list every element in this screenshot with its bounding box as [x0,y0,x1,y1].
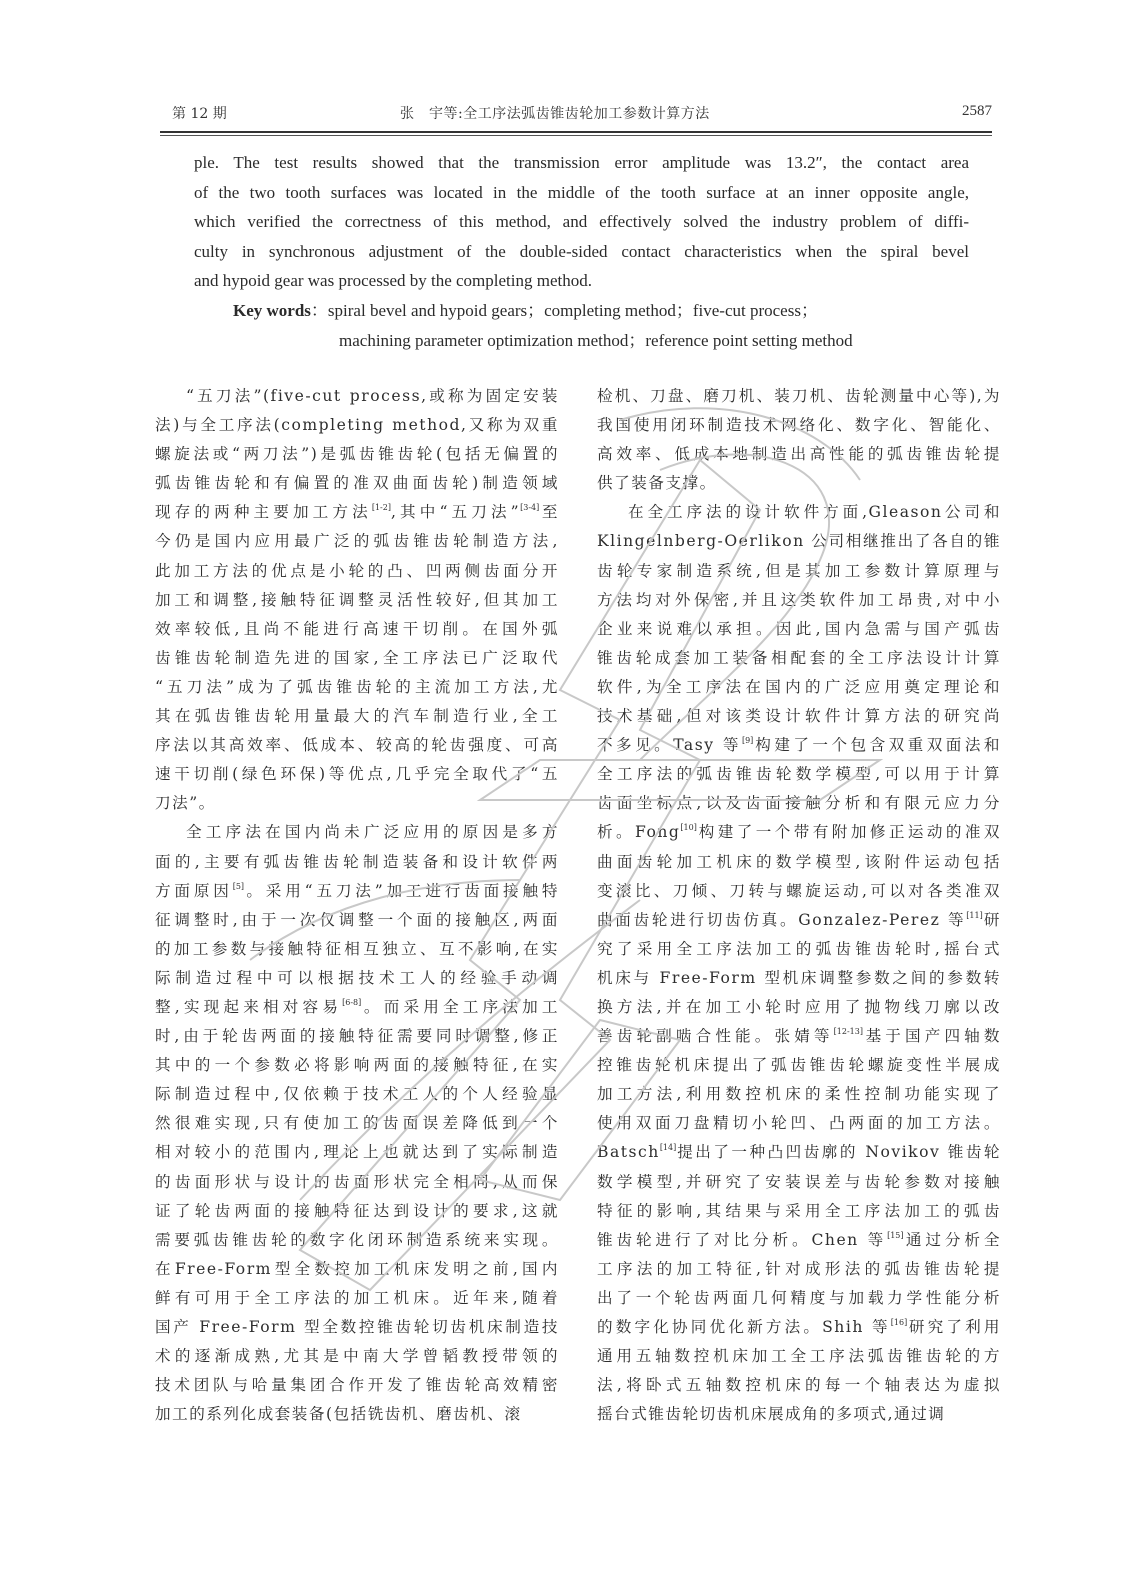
text-segment: ,其中“五刀法” [390,503,521,522]
text-line [155,935,559,964]
text-segment: 面的,主要有弧齿锥齿轮制造装备和设计软件两 [155,852,559,871]
text-line [155,1051,559,1080]
text-segment: 供了装备支撑。 [597,474,717,493]
text-line [155,527,559,556]
citation: [16] [890,1318,908,1327]
text-line [597,469,1001,498]
text-segment: Klingelnberg-Oerlikon 公司相继推出了各自的锥 [597,532,1001,551]
citation: [3-4] [520,503,540,513]
text-line [597,935,1001,964]
text-line [597,993,1001,1022]
text-segment: 基于国产四轴数 [862,1027,1001,1046]
text-segment: 此加工方法的优点是小轮的凸、凹两侧齿面分开 [155,561,559,580]
text-segment: 我国使用闭环制造技术网络化、数字化、智能化、 [597,416,1001,435]
text-line [155,1313,559,1342]
text-line [155,818,559,847]
text-segment: 构建了一个包含双重双面法和 [753,736,1001,755]
text-line [597,498,1001,527]
text-segment: 今仍是国内应用最广泛的弧齿锥齿轮制造方法, [155,532,559,551]
text-segment: 的数字化协同优化新方法。Shih 等 [597,1318,891,1336]
keywords-line1: spiral bevel and hypoid gears；completing method；five-cut process； [327,301,818,320]
text-segment: 序法以其高效率、低成本、较高的轮齿强度、可高 [155,736,559,755]
text-line [597,615,1001,644]
citation: [9] [741,736,754,746]
text-line [155,586,559,615]
text-line [155,993,559,1022]
text-segment: 软件,为全工序法在国内的广泛应用奠定理论和 [597,677,1001,696]
text-segment: 际制造过程中,仅依赖于技术工人的个人经验显 [155,1085,559,1104]
citation: [15] [887,1230,904,1240]
text-line [597,818,1001,847]
abstract-line: ple. The test results showed that the transmission error amplitude was 13.2″, the contact area [194,153,969,172]
running-title: 张 宇等:全工序法弧齿锥齿轮加工参数计算方法 [400,106,710,122]
text-segment: 工序法的加工特征,针对成形法的弧齿锥齿轮提 [597,1259,1001,1278]
text-line [597,1313,1001,1342]
text-line [155,906,559,935]
text-segment: 技术团队与哈量集团合作开发了锥齿轮高效精密 [155,1376,559,1395]
text-line [155,673,559,702]
text-segment: 齿锥齿轮制造先进的国家,全工序法已广泛取代 [155,648,559,667]
abstract-line: of the two tooth surfaces was located in the middle of the tooth surface at an inner opposite angle, [194,182,969,202]
text-line [155,1284,559,1313]
text-line [155,1371,559,1400]
citation: [6-8] [342,997,362,1007]
text-segment: 术的逐渐成熟,尤其是中南大学曾韬教授带领的 [155,1347,559,1366]
right-column [597,382,1001,1429]
text-segment: 特征的影响,其结果与采用全工序法加工的弧齿 [597,1201,1001,1220]
text-segment: 法,将卧式五轴数控机床的每一个轴表达为虚拟 [597,1376,1001,1395]
abstract-line: and hypoid gear was processed by the completing method. [194,271,592,290]
text-line [597,877,1001,906]
text-segment: 提出了一种凸凹齿廓的 Novikov 锥齿轮 [676,1143,1001,1162]
text-line [155,1168,559,1197]
text-segment: 螺旋法或“两刀法”)是弧齿锥齿轮(包括无偏置的 [155,445,559,464]
text-line [155,382,559,411]
text-line [155,557,559,586]
text-segment: 加工的系列化成套装备(包括铣齿机、磨齿机、滚 [155,1405,522,1424]
text-line [597,1284,1001,1313]
text-segment: 全工序法在国内尚未广泛应用的原因是多方 [186,823,559,842]
text-segment: 究了采用全工序法加工的弧齿锥齿轮时,摇台式 [597,939,1001,958]
text-segment: 在Free-Form型全数控加工机床发明之前,国内 [155,1259,559,1278]
text-segment: 证了轮齿两面的接触特征达到设计的要求,这就 [155,1201,559,1220]
keywords-separator: ： [310,301,328,320]
text-line [597,731,1001,760]
text-segment: 研 [982,910,1001,929]
text-line [155,1197,559,1226]
text-line [597,1138,1001,1167]
keywords [233,296,973,355]
text-segment: 加工方法,利用数控机床的柔性控制功能实现了 [597,1085,1001,1104]
text-segment: 善齿轮副啮合性能。张婧等 [597,1027,834,1046]
english-abstract [194,148,969,296]
text-segment: “五刀法”成为了弧齿锥齿轮的主流加工方法,尤 [155,677,559,696]
text-segment: 的加工参数与接触特征相互独立、互不影响,在实 [155,939,559,958]
citation: [14] [659,1143,677,1153]
text-line [155,615,559,644]
text-line [597,1342,1001,1371]
text-line [597,673,1001,702]
text-segment: 不多见。Tasy 等 [597,736,742,755]
text-segment: 换方法,并在加工小轮时应用了抛物线刀廓以改 [597,997,1001,1016]
text-line [597,1109,1001,1138]
text-line [155,760,559,789]
page-number: 2587 [962,103,992,119]
text-segment: 。而采用全工序法加工 [361,997,559,1016]
text-line [597,702,1001,731]
text-segment: 的齿面形状与设计的齿面形状完全相同,从而保 [155,1172,559,1191]
text-line [597,789,1001,818]
text-line [597,1080,1001,1109]
text-segment: 整,实现起来相对容易 [155,997,343,1016]
text-segment: 通用五轴数控机床加工全工序法弧齿锥齿轮的方 [597,1347,1001,1366]
text-segment: 至 [539,503,559,522]
text-segment: 全工序法的弧齿锥齿轮数学模型,可以用于计算 [597,765,1001,784]
text-segment: 方法均对外保密,并且这类软件加工昂贵,对中小 [597,590,1001,609]
text-segment: 析。Fong [597,823,681,842]
citation: [11] [966,910,983,920]
text-line [597,1197,1001,1226]
text-segment: 其中的一个参数必将影响两面的接触特征,在实 [155,1056,559,1075]
text-segment: 相对较小的范围内,理论上也就达到了实际制造 [155,1143,559,1162]
citation: [10] [680,823,697,833]
text-line [155,1226,559,1255]
text-line [155,789,559,818]
text-line [597,848,1001,877]
keywords-label: Key words [233,301,311,320]
text-line [597,1226,1001,1255]
text-segment: 征调整时,由于一次仅调整一个面的接触区,两面 [155,910,559,929]
text-segment: 加工和调整,接触特征调整灵活性较好,但其加工 [155,590,559,609]
text-line [155,411,559,440]
text-line [597,1022,1001,1051]
running-header [160,103,992,125]
text-segment: 企业来说难以承担。因此,国内急需与国产弧齿 [597,619,1001,638]
text-line [155,1342,559,1371]
text-line [597,411,1001,440]
text-segment: 然很难实现,只有使加工的齿面误差降低到一个 [155,1114,559,1133]
text-segment: 控锥齿轮机床提出了弧齿锥齿轮螺旋变性半展成 [597,1056,1001,1075]
text-segment: 变滚比、刀倾、刀转与螺旋运动,可以对各类准双 [597,881,1001,900]
text-segment: 在全工序法的设计软件方面,Gleason公司和 [628,503,1001,522]
text-line [155,731,559,760]
text-line [155,848,559,877]
text-segment: 齿轮专家制造系统,但是其加工参数计算原理与 [597,561,1001,580]
text-segment: 曲面齿轮进行切齿仿真。Gonzalez-Perez 等 [597,910,967,929]
text-line [155,644,559,673]
text-segment: 齿面坐标点,以及齿面接触分析和有限元应力分 [597,794,1001,813]
text-line [155,964,559,993]
text-line [155,1080,559,1109]
text-segment: 构建了一个带有附加修正运动的准双 [696,823,1001,842]
keywords-line2: machining parameter optimization method；reference point setting method [339,330,853,350]
text-line [155,877,559,906]
citation: [1-2] [371,503,391,513]
text-segment: 检机、刀盘、磨刀机、装刀机、齿轮测量中心等),为 [597,387,1001,405]
text-line [155,1400,559,1429]
abstract-line: which verified the correctness of this method, and effectively solved the industry problem of diffi- [194,212,969,231]
text-segment: 使用双面刀盘精切小轮凹、凸两面的加工方法。 [597,1114,1001,1133]
header-rule-thin [160,135,992,136]
text-segment: 出了一个轮齿两面几何精度与加载力学性能分析 [597,1288,1001,1307]
text-segment: 时,由于轮齿两面的接触特征需要同时调整,修正 [155,1027,559,1046]
text-line [155,1138,559,1167]
text-line [155,1109,559,1138]
text-line [155,1022,559,1051]
text-segment: 摇台式锥齿轮切齿机床展成角的多项式,通过调 [597,1405,946,1424]
text-segment: 通过分析全 [903,1230,1001,1249]
text-segment: 方面原因 [155,881,233,900]
text-segment: 机床与 Free-Form 型机床调整参数之间的参数转 [597,968,1001,987]
text-segment: 。采用“五刀法”加工进行齿面接触特 [244,881,559,900]
text-segment: 弧齿锥齿轮和有偏置的准双曲面齿轮)制造领域 [155,474,559,493]
text-line [155,440,559,469]
text-line [597,586,1001,615]
text-segment: 国产 Free-Form 型全数控锥齿轮切齿机床制造技 [155,1318,559,1336]
text-segment: 鲜有可用于全工序法的加工机床。近年来,随着 [155,1288,559,1307]
text-segment: 刀法”。 [155,794,216,813]
text-line [597,906,1001,935]
text-segment: 际制造过程中可以根据技术工人的经验手动调 [155,968,559,987]
text-line [597,557,1001,586]
text-line [597,382,1001,411]
citation: [5] [232,881,245,891]
text-segment: 法)与全工序法(completing method,又称为双重 [155,416,559,435]
text-segment: Batsch [597,1143,660,1162]
text-line [597,1371,1001,1400]
issue-number: 第 12 期 [172,106,227,122]
text-segment: 现存的两种主要加工方法 [155,503,372,522]
text-line [597,1400,1001,1429]
text-segment: 曲面齿轮加工机床的数学模型,该附件运动包括 [597,852,1001,871]
text-segment: 锥齿轮进行了对比分析。Chen 等 [597,1230,888,1249]
text-line [597,1168,1001,1197]
text-segment: 技术基础,但对该类设计软件计算方法的研究尚 [597,707,1001,726]
text-segment: “五刀法”(five-cut process,或称为固定安装 [186,387,559,405]
header-rule-thick [160,131,992,133]
text-line [155,469,559,498]
citation: [12-13] [833,1027,863,1037]
text-line [597,760,1001,789]
text-segment: 效率较低,且尚不能进行高速干切削。在国外弧 [155,619,559,638]
left-column [155,382,559,1429]
text-line [155,1255,559,1284]
text-segment: 锥齿轮成套加工装备相配套的全工序法设计计算 [597,648,1001,667]
text-line [597,527,1001,556]
text-segment: 数学模型,并研究了安装误差与齿轮参数对接触 [597,1172,1001,1191]
text-line [155,498,559,527]
text-segment: 其在弧齿锥齿轮用量最大的汽车制造行业,全工 [155,707,559,726]
text-segment: 速干切削(绿色环保)等优点,几乎完全取代了“五 [155,765,559,784]
text-line [597,1255,1001,1284]
text-line [155,702,559,731]
abstract-line: culty in synchronous adjustment of the double-sided contact characteristics when the spiral bevel [194,241,969,261]
text-segment: 高效率、低成本地制造出高性能的弧齿锥齿轮提 [597,445,1001,464]
text-line [597,644,1001,673]
text-line [597,440,1001,469]
text-segment: 研究了利用 [907,1318,1001,1336]
text-line [597,1051,1001,1080]
text-segment: 需要弧齿锥齿轮的数字化闭环制造系统来实现。 [155,1230,559,1249]
text-line [597,964,1001,993]
